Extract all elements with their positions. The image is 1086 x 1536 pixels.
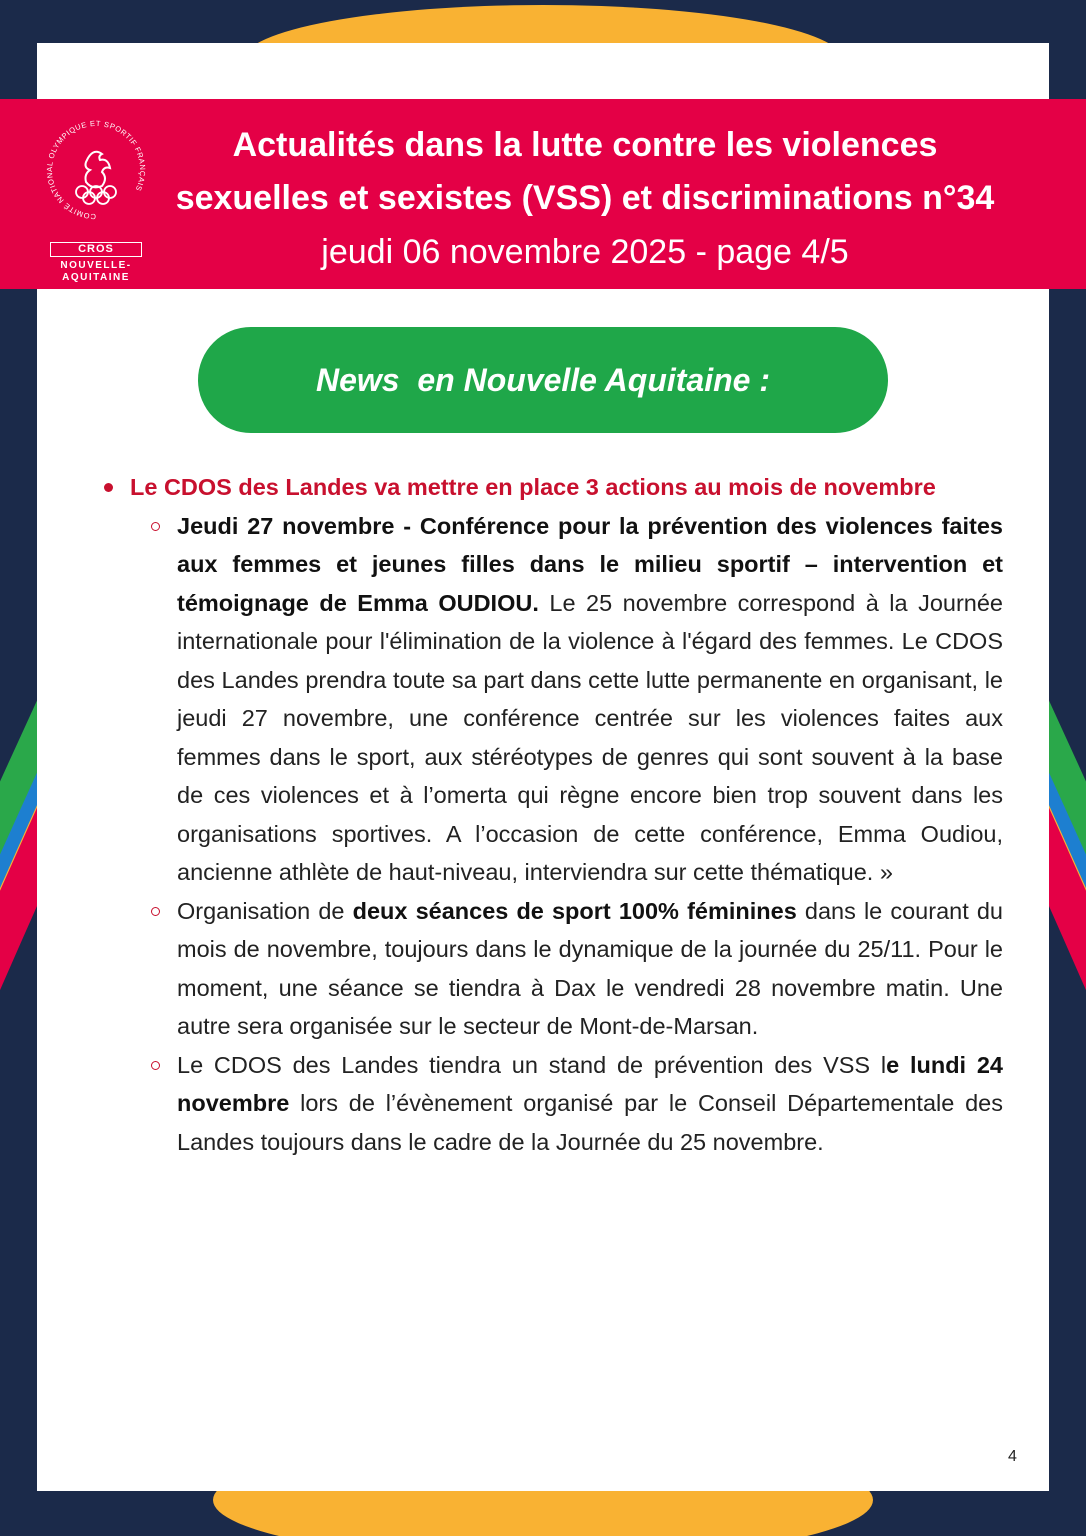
bullet-icon — [104, 483, 113, 492]
item-text-post: dans le courant du mois de novembre, toujours dans le dynamique de la journée du 25/11. Pour le moment, une séance se tiendra à Dax le vendredi 28 novembre matin. Une autre sera organisée sur le secteur de Mont-de-Marsan. — [177, 897, 1003, 1039]
header-text — [150, 118, 1020, 278]
list-item — [100, 468, 1003, 1161]
rooster-rings-icon — [44, 118, 148, 238]
circle-bullet-icon — [151, 1061, 160, 1070]
article-list — [100, 468, 1003, 1161]
region-line2: AQUITAINE — [62, 272, 130, 283]
title-line1: Actualités dans la lutte contre les violences — [232, 126, 938, 164]
item-bold-text: e lundi 24 novembre — [177, 1051, 1004, 1116]
article-heading: Le CDOS des Landes va mettre en place 3 actions au mois de novembre — [130, 474, 936, 500]
logo-ring-text: COMITÉ NATIONAL OLYMPIQUE ET SPORTIF FRANÇAIS — [45, 118, 148, 222]
circle-bullet-icon — [151, 907, 160, 916]
item-text-pre: Le CDOS des Landes tiendra un stand de prévention des VSS l — [177, 1051, 887, 1078]
svg-text:COMITÉ NATIONAL OLYMPIQUE ET S — [45, 119, 147, 221]
list-item — [130, 1046, 1003, 1162]
item-text-pre: Organisation de — [177, 897, 353, 924]
header-date: jeudi 06 novembre 2025 - page 4/5 — [321, 233, 849, 271]
circle-bullet-icon — [151, 522, 160, 531]
item-text: Le 25 novembre correspond à la Journée internationale pour l'élimination de la violence à l'égard des femmes. Le CDOS des Landes prendra toute sa part dans cette lutte permanente en organisant, le jeudi 27 novembre, une conférence centrée sur les violences faites aux femmes dans le sport, aux stéréotypes de genres qui sont souvent à la base de ces violences et à l’omerta qui règne encore bien trop souvent dans les organisations sportives. A l’occasion de cette conférence, Emma Oudiou, ancienne athlète de haut-niveau, interviendra sur cette thématique. » — [177, 589, 1004, 885]
article-content — [100, 468, 1003, 1161]
list-item — [130, 507, 1003, 892]
cros-badge: CROS — [50, 242, 142, 257]
cros-logo — [44, 118, 148, 283]
item-bold-text: deux séances de sport 100% féminines — [352, 897, 797, 924]
section-title-pill — [198, 327, 888, 433]
page-number: 4 — [1008, 1448, 1017, 1465]
region-line1: NOUVELLE- — [60, 260, 132, 271]
list-item — [130, 892, 1003, 1046]
title-line2: sexuelles et sexistes (VSS) et discriminations n°34 — [175, 179, 995, 217]
sub-list — [130, 507, 1003, 1162]
item-bold-text: Jeudi 27 novembre - Conférence pour la prévention des violences faites aux femmes et jeunes filles dans le milieu sportif – intervention et témoignage de Emma OUDIOU. — [177, 512, 1003, 616]
item-text-post: lors de l’évènement organisé par le Conseil Départementale des Landes toujours dans le cadre de la Journée du 25 novembre. — [177, 1090, 1003, 1155]
section-title: News en Nouvelle Aquitaine : — [315, 361, 770, 398]
